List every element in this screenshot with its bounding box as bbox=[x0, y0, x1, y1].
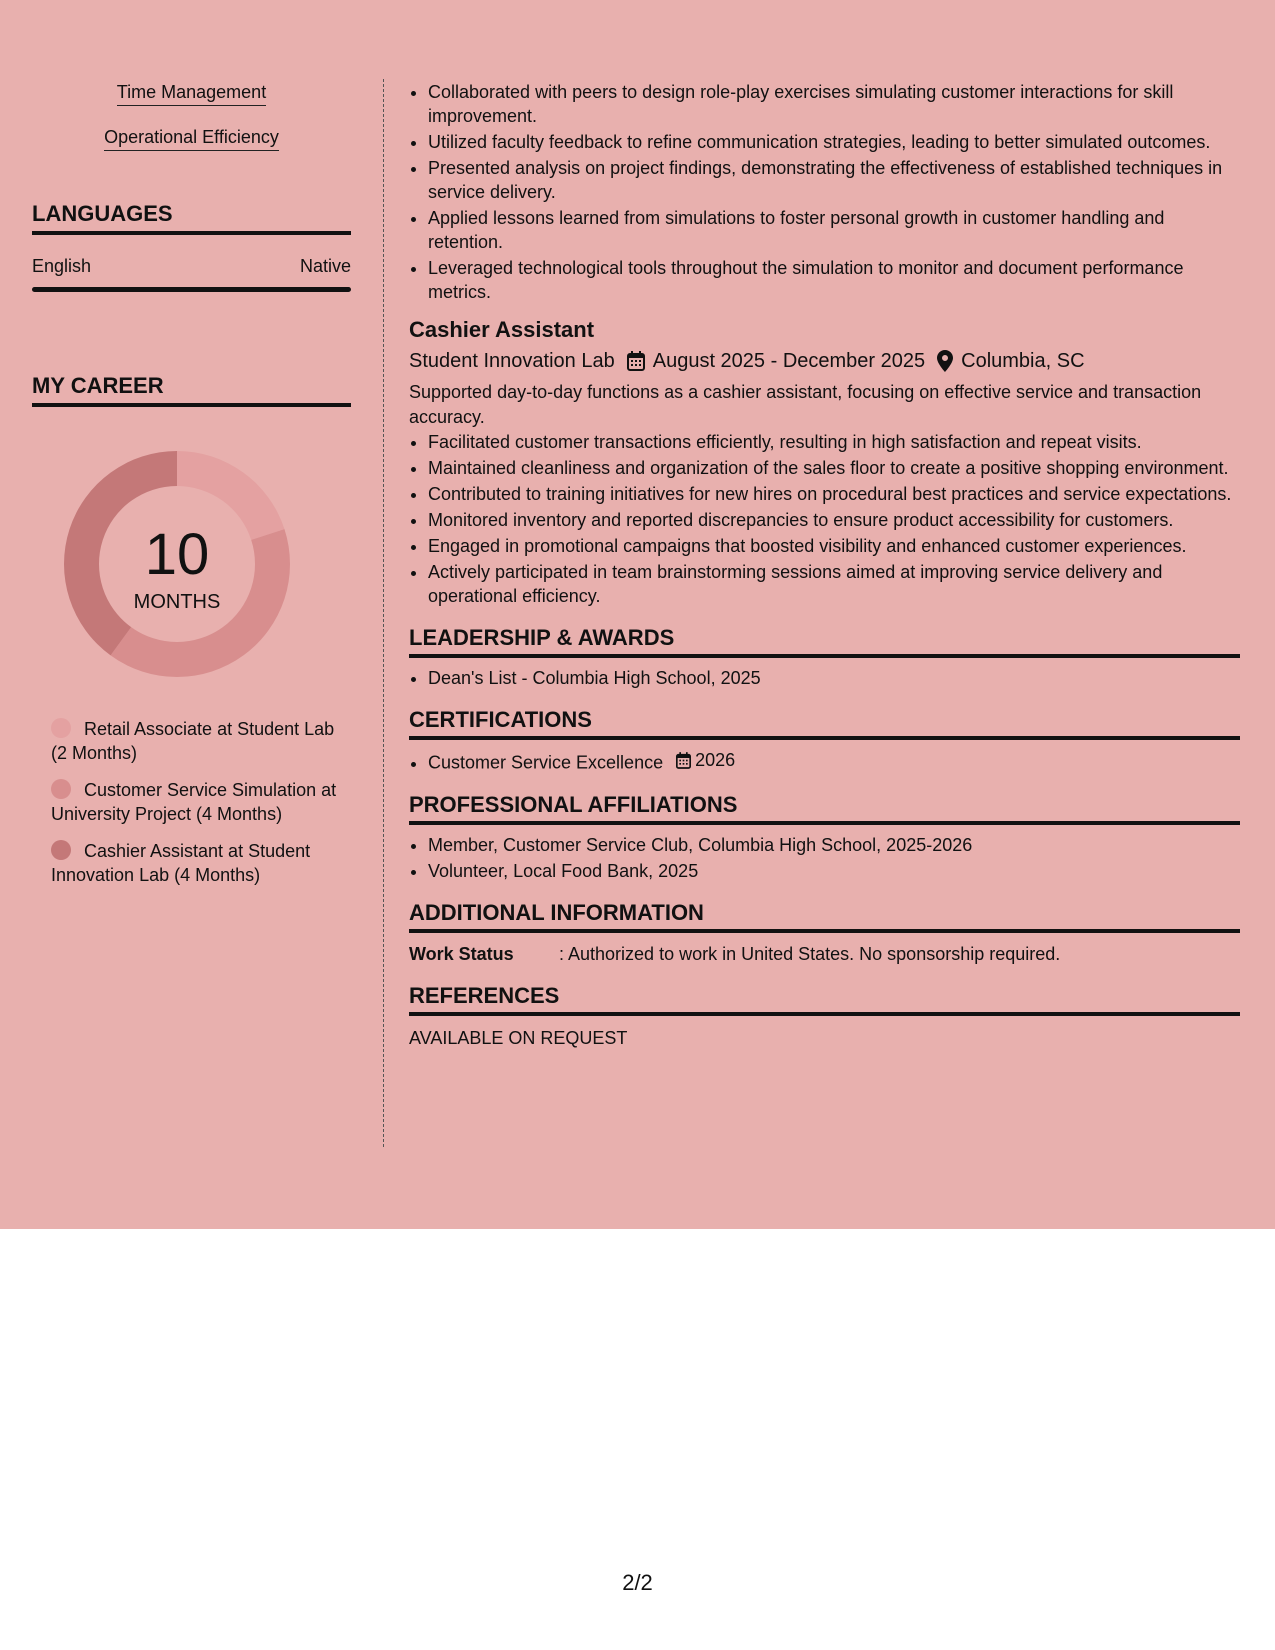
certifications-list bbox=[409, 748, 1240, 775]
certification-item bbox=[428, 748, 1240, 775]
work-status-row bbox=[409, 942, 1240, 966]
legend-item bbox=[51, 717, 341, 765]
work-status-value: : Authorized to work in United States. No sponsorship required. bbox=[559, 943, 1061, 964]
career-total: 10 bbox=[144, 522, 210, 587]
job-dates: August 2025 - December 2025 bbox=[652, 350, 926, 372]
career-heading: MY CAREER bbox=[32, 372, 351, 407]
certification-year: 2026 bbox=[695, 750, 736, 770]
location-pin-icon bbox=[937, 350, 953, 372]
job-title: Cashier Assistant bbox=[409, 317, 595, 342]
bullet-item: • Volunteer, Local Food Bank, 2025 bbox=[428, 859, 1240, 883]
affiliations-heading: PROFESSIONAL AFFILIATIONS bbox=[409, 791, 1240, 825]
bullet-item: • Actively participated in team brainstorming sessions aimed at improving service delivery and operational efficiency. bbox=[428, 560, 1240, 608]
calendar-icon bbox=[627, 351, 645, 371]
skill-item: Time Management bbox=[117, 80, 266, 106]
bullet-item: • Facilitated customer transactions efficiently, resulting in high satisfaction and repeat visits. bbox=[428, 430, 1240, 454]
legend-label: Retail Associate at Student Lab (2 Months) bbox=[51, 719, 335, 763]
leadership-list bbox=[409, 666, 1240, 690]
legend-item bbox=[51, 839, 341, 887]
career-unit: MONTHS bbox=[133, 591, 221, 613]
bullet-item: • Contributed to training initiatives for new hires on procedural best practices and service expectations. bbox=[428, 482, 1240, 506]
career-legend bbox=[32, 717, 341, 887]
leadership-heading: LEADERSHIP & AWARDS bbox=[409, 624, 1240, 658]
previous-job-bullets bbox=[409, 80, 1240, 304]
bullet-item: • Member, Customer Service Club, Columbia High School, 2025-2026 bbox=[428, 833, 1240, 857]
certification-name: Customer Service Excellence bbox=[428, 752, 664, 773]
work-status-label: Work Status bbox=[409, 943, 514, 964]
left-column bbox=[32, 80, 351, 900]
references-heading: REFERENCES bbox=[409, 982, 1240, 1016]
bullet-item: • Applied lessons learned from simulations to foster personal growth in customer handling and retention. bbox=[428, 206, 1240, 254]
language-row bbox=[32, 255, 351, 277]
legend-label: Customer Service Simulation at University Project (4 Months) bbox=[51, 780, 337, 824]
legend-dot bbox=[51, 840, 71, 860]
bullet-item: • Dean's List - Columbia High School, 2025 bbox=[428, 666, 1240, 690]
certifications-heading: CERTIFICATIONS bbox=[409, 706, 1240, 740]
references-text: AVAILABLE ON REQUEST bbox=[409, 1027, 628, 1048]
legend-label: Cashier Assistant at Student Innovation Lab (4 Months) bbox=[51, 841, 311, 885]
additional-info-heading: ADDITIONAL INFORMATION bbox=[409, 899, 1240, 933]
bullet-item: • Leveraged technological tools throughout the simulation to monitor and document performance metrics. bbox=[428, 256, 1240, 304]
skill-item: Operational Efficiency bbox=[104, 125, 279, 151]
legend-item bbox=[51, 778, 341, 826]
languages-heading: LANGUAGES bbox=[32, 200, 351, 235]
job-company: Student Innovation Lab bbox=[409, 350, 615, 372]
bullet-item: • Engaged in promotional campaigns that boosted visibility and enhanced customer experiences. bbox=[428, 534, 1240, 558]
calendar-icon bbox=[676, 752, 691, 769]
legend-dot bbox=[51, 718, 71, 738]
job-bullets bbox=[409, 430, 1240, 608]
column-divider bbox=[383, 79, 384, 1147]
language-level-bar bbox=[32, 287, 351, 292]
career-donut-chart bbox=[62, 449, 292, 679]
bullet-item: • Utilized faculty feedback to refine communication strategies, leading to better simulated outcomes. bbox=[428, 130, 1240, 154]
language-name: English bbox=[32, 256, 92, 276]
job-meta bbox=[409, 348, 1240, 374]
bullet-item: • Maintained cleanliness and organization of the sales floor to create a positive shopping environment. bbox=[428, 456, 1240, 480]
language-level: Native bbox=[299, 256, 351, 276]
legend-dot bbox=[51, 779, 71, 799]
bullet-item: • Monitored inventory and reported discrepancies to ensure product accessibility for customers. bbox=[428, 508, 1240, 532]
job-description: Supported day-to-day functions as a cashier assistant, focusing on effective service and transaction accuracy. bbox=[409, 382, 1202, 427]
certification-date bbox=[676, 748, 735, 772]
bullet-item: • Presented analysis on project findings, demonstrating the effectiveness of established techniques in service delivery. bbox=[428, 156, 1240, 204]
right-column bbox=[409, 80, 1240, 1050]
page-number: 2/2 bbox=[622, 1570, 653, 1595]
job-location: Columbia, SC bbox=[961, 350, 1085, 372]
bullet-item: • Collaborated with peers to design role-play exercises simulating customer interactions for skill improvement. bbox=[428, 80, 1240, 128]
affiliations-list bbox=[409, 833, 1240, 883]
